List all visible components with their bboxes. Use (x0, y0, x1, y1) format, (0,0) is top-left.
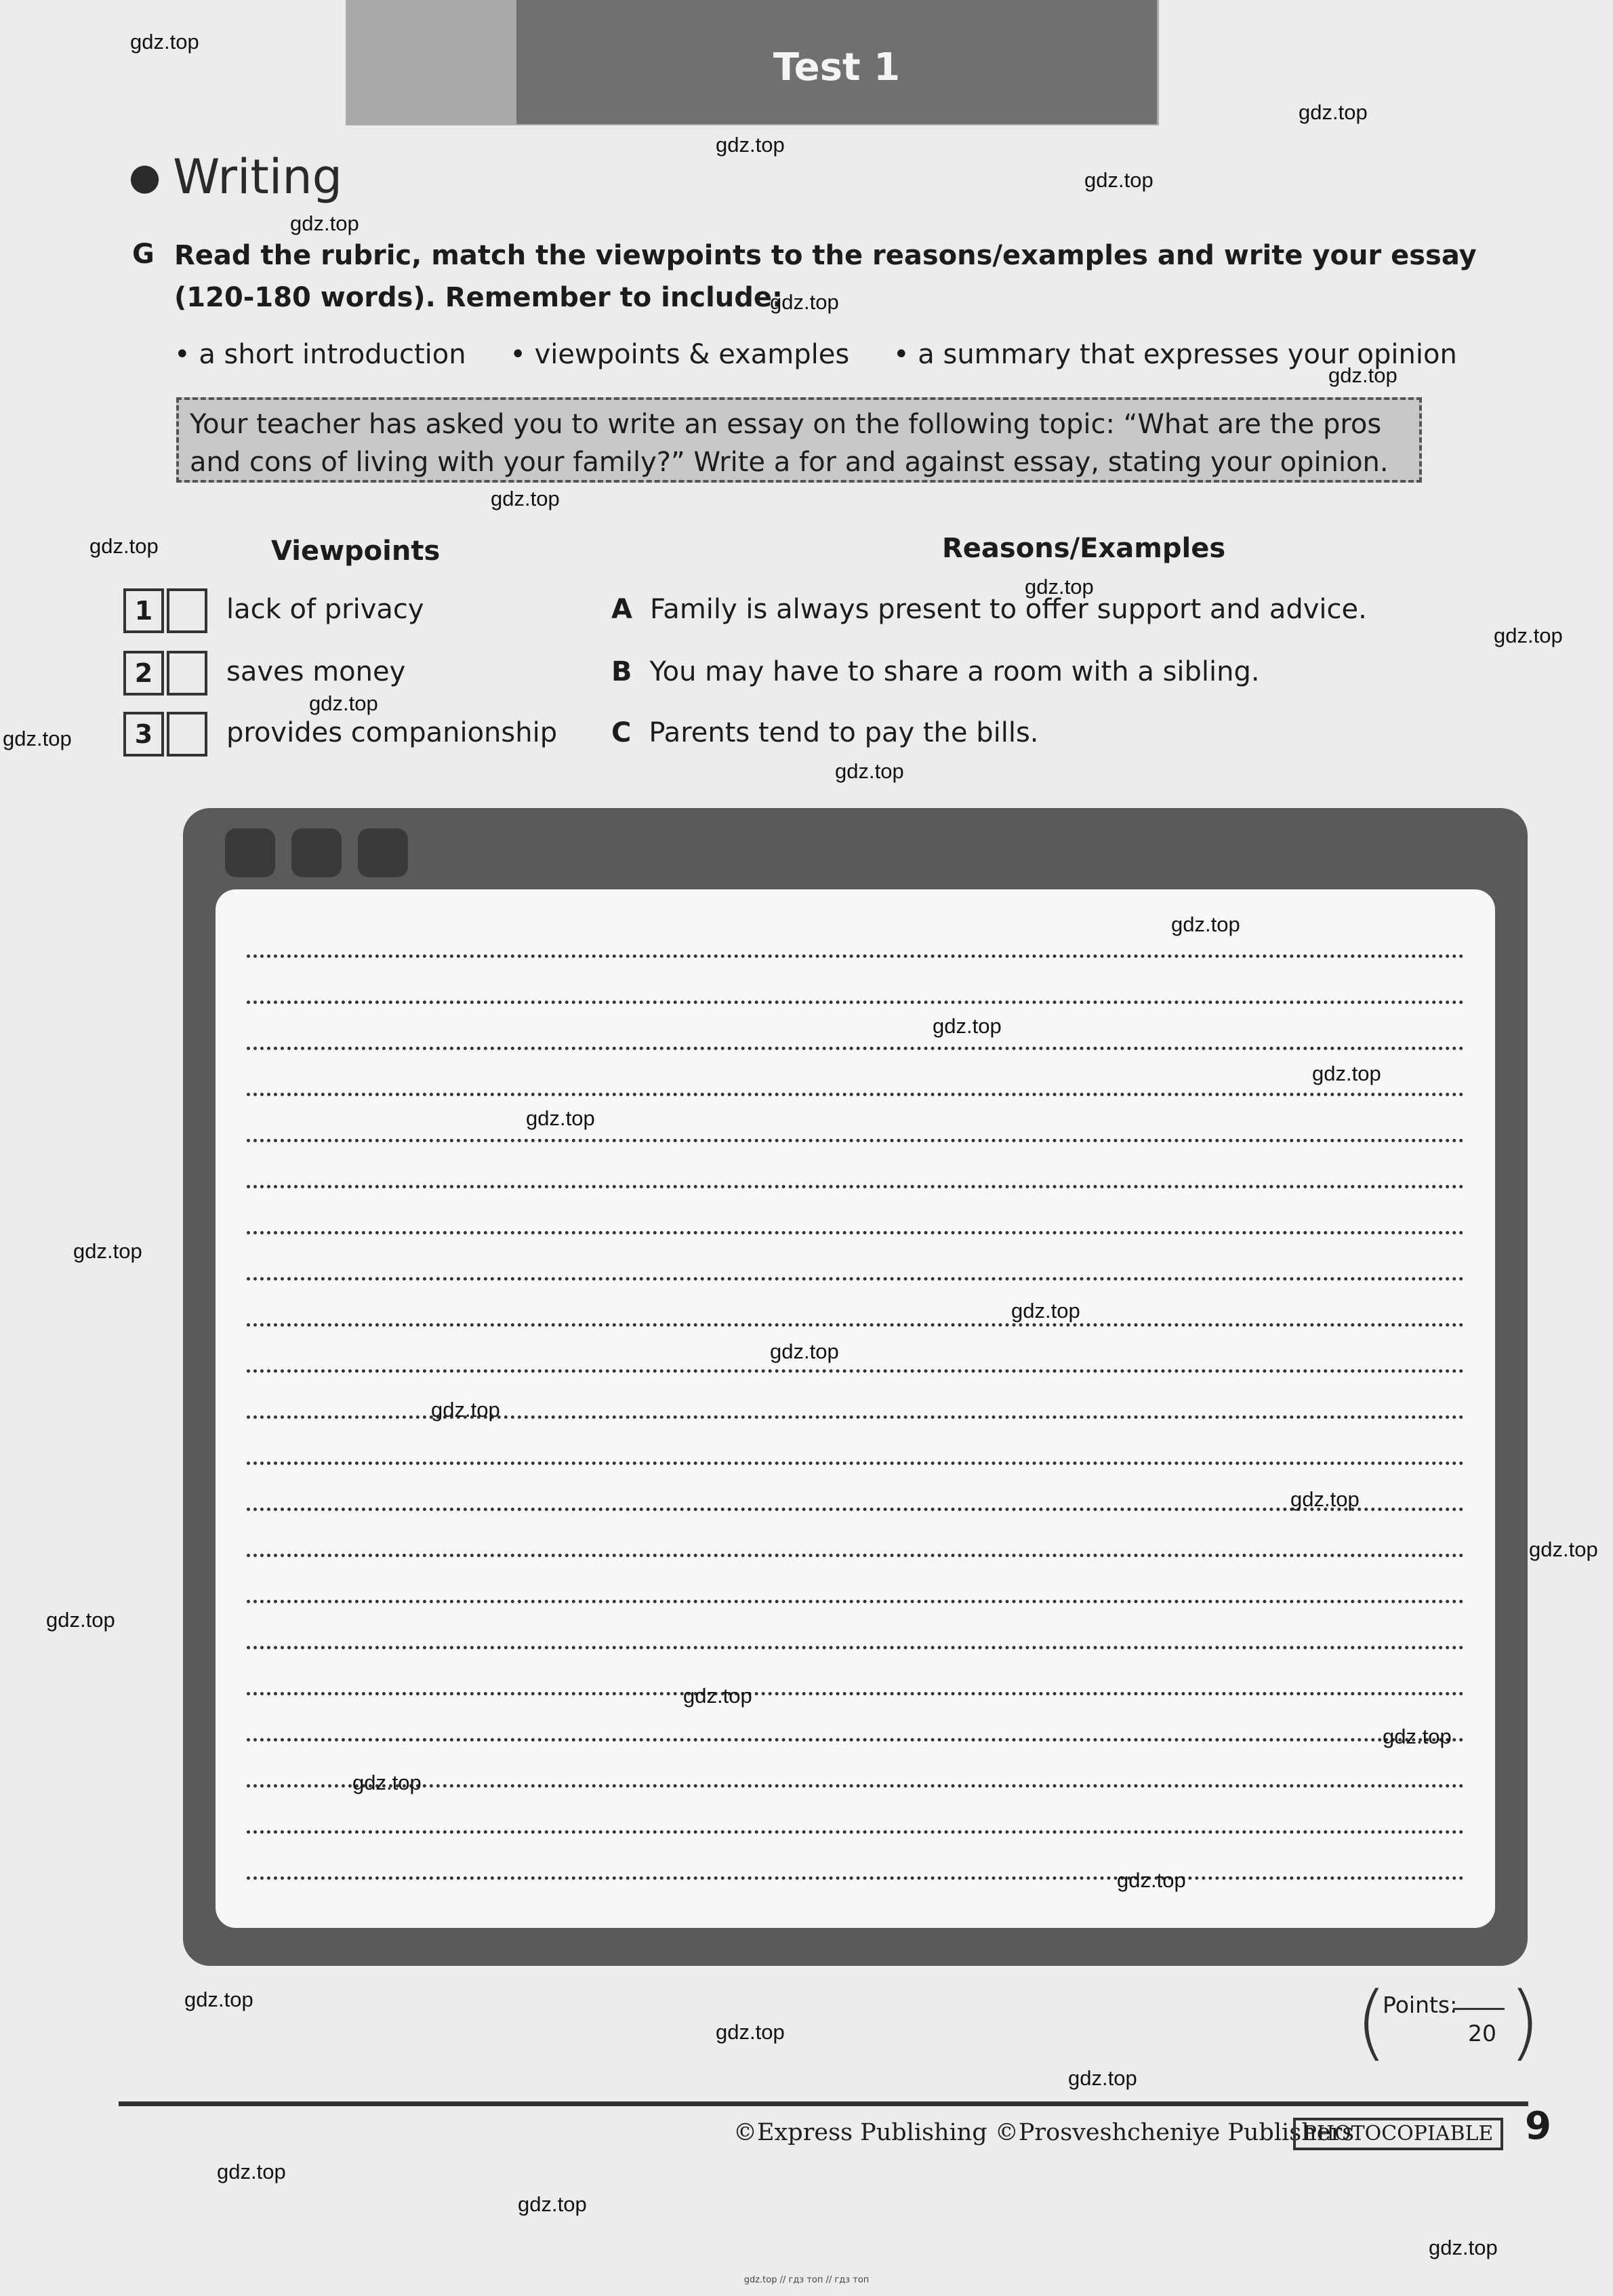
watermark: gdz.top (3, 727, 72, 750)
frame-button-icon (358, 828, 408, 877)
section-title (129, 149, 342, 205)
writing-line[interactable] (247, 954, 1464, 958)
watermark: gdz.top (518, 2192, 587, 2216)
task-instruction: Read the rubric, match the viewpoints to the reasons/examples and write your essay (120-180 words). Remember to include: (174, 240, 1477, 313)
watermark: gdz.top (1529, 1537, 1598, 1561)
writing-line[interactable] (247, 1185, 1464, 1188)
test-label: Test 1 (516, 0, 1157, 124)
footer-rule (119, 2101, 1528, 2106)
watermark: gdz.top (1494, 624, 1563, 647)
writing-line[interactable] (247, 1323, 1464, 1327)
include-list (174, 339, 1492, 370)
watermark: gdz.top (1290, 1487, 1360, 1511)
watermark: gdz.top (309, 691, 378, 715)
watermark: gdz.top (89, 534, 159, 558)
viewpoint-number: 1 (123, 588, 164, 633)
reason-b (611, 656, 1260, 687)
watermark: gdz.top (526, 1106, 595, 1130)
include-item: • a short introduction (174, 339, 466, 370)
include-item: • viewpoints & examples (510, 339, 850, 370)
writing-line[interactable] (247, 1830, 1464, 1834)
viewpoint-text: lack of privacy (226, 594, 424, 625)
writing-line[interactable] (247, 1508, 1464, 1511)
bottom-note: gdz.top // гдз топ // гдз топ (743, 2275, 870, 2285)
watermark: gdz.top (1312, 1062, 1381, 1085)
writing-line[interactable] (247, 1646, 1464, 1649)
writing-line[interactable] (247, 1047, 1464, 1050)
points-blank[interactable] (1453, 2008, 1505, 2010)
writing-line[interactable] (247, 1600, 1464, 1603)
watermark: gdz.top (716, 133, 785, 157)
viewpoint-number: 2 (123, 651, 164, 696)
watermark: gdz.top (770, 1340, 839, 1363)
reason-letter: A (611, 594, 632, 625)
rubric-box: Your teacher has asked you to write an essay on the following topic: “What are the pros and cons of living with your family?” Write a for and against essay, stating your opinion. (176, 397, 1422, 483)
task-letter: G (132, 239, 155, 270)
viewpoint-number: 3 (123, 712, 164, 757)
watermark: gdz.top (1025, 575, 1094, 599)
writing-line[interactable] (247, 1692, 1464, 1695)
reason-letter: C (611, 717, 632, 748)
watermark: gdz.top (73, 1239, 142, 1263)
photocopiable-badge: PHOTOCOPIABLE (1293, 2118, 1503, 2150)
viewpoint-text: saves money (226, 656, 406, 687)
watermark: gdz.top (1117, 1868, 1186, 1892)
watermark: gdz.top (933, 1014, 1002, 1038)
reason-a (611, 594, 1367, 625)
watermark: gdz.top (352, 1771, 422, 1794)
points-max: 20 (1468, 2020, 1496, 2047)
watermark: gdz.top (217, 2160, 286, 2183)
watermark: gdz.top (491, 487, 560, 510)
writing-line[interactable] (247, 1369, 1464, 1373)
watermark: gdz.top (770, 290, 839, 314)
watermark: gdz.top (1429, 2236, 1498, 2259)
points-label: Points: (1383, 1992, 1458, 2018)
watermark: gdz.top (1068, 2066, 1137, 2090)
frame-button-icon (291, 828, 342, 877)
watermark: gdz.top (290, 212, 359, 235)
section-title-text: Writing (173, 149, 343, 205)
viewpoint-text: provides companionship (226, 717, 558, 748)
viewpoints-header: Viewpoints (271, 536, 441, 567)
watermark: gdz.top (431, 1398, 500, 1422)
watermark: gdz.top (716, 2020, 785, 2044)
writing-line[interactable] (247, 1462, 1464, 1465)
page-number: 9 (1525, 2104, 1551, 2148)
points-paren-right-icon: ) (1509, 1975, 1540, 2070)
reason-c (611, 717, 1039, 748)
answer-box-3[interactable] (167, 712, 207, 757)
frame-button-icon (225, 828, 275, 877)
watermark: gdz.top (1171, 912, 1240, 936)
reason-text: Parents tend to pay the bills. (649, 717, 1039, 748)
writing-line[interactable] (247, 1001, 1464, 1004)
watermark: gdz.top (1328, 363, 1397, 387)
watermark: gdz.top (1011, 1299, 1080, 1323)
writing-line[interactable] (247, 1093, 1464, 1096)
watermark: gdz.top (184, 1988, 253, 2011)
reason-letter: B (611, 656, 632, 687)
watermark: gdz.top (835, 759, 904, 783)
writing-line[interactable] (247, 1876, 1464, 1880)
watermark: gdz.top (46, 1608, 115, 1632)
reasons-header: Reasons/Examples (942, 533, 1226, 564)
writing-line[interactable] (247, 1139, 1464, 1142)
answer-box-1[interactable] (167, 588, 207, 633)
writing-line[interactable] (247, 1415, 1464, 1419)
bullet-icon: ● (129, 155, 161, 198)
writing-line[interactable] (247, 1554, 1464, 1557)
writing-line[interactable] (247, 1277, 1464, 1281)
reason-text: Family is always present to offer support and advice. (649, 594, 1367, 625)
reason-text: You may have to share a room with a sibling. (649, 656, 1260, 687)
include-item: • a summary that expresses your opinion (893, 339, 1457, 370)
points-paren-left-icon: ( (1355, 1975, 1387, 2070)
watermark: gdz.top (683, 1684, 752, 1708)
answer-box-2[interactable] (167, 651, 207, 696)
watermark: gdz.top (1299, 100, 1368, 124)
watermark: gdz.top (1383, 1725, 1452, 1748)
watermark: gdz.top (1084, 168, 1153, 192)
writing-line[interactable] (247, 1738, 1464, 1741)
copyright: ©Express Publishing ©Prosveshcheniye Publishers (733, 2119, 1355, 2146)
watermark: gdz.top (130, 30, 199, 54)
writing-line[interactable] (247, 1231, 1464, 1234)
writing-line[interactable] (247, 1784, 1464, 1788)
